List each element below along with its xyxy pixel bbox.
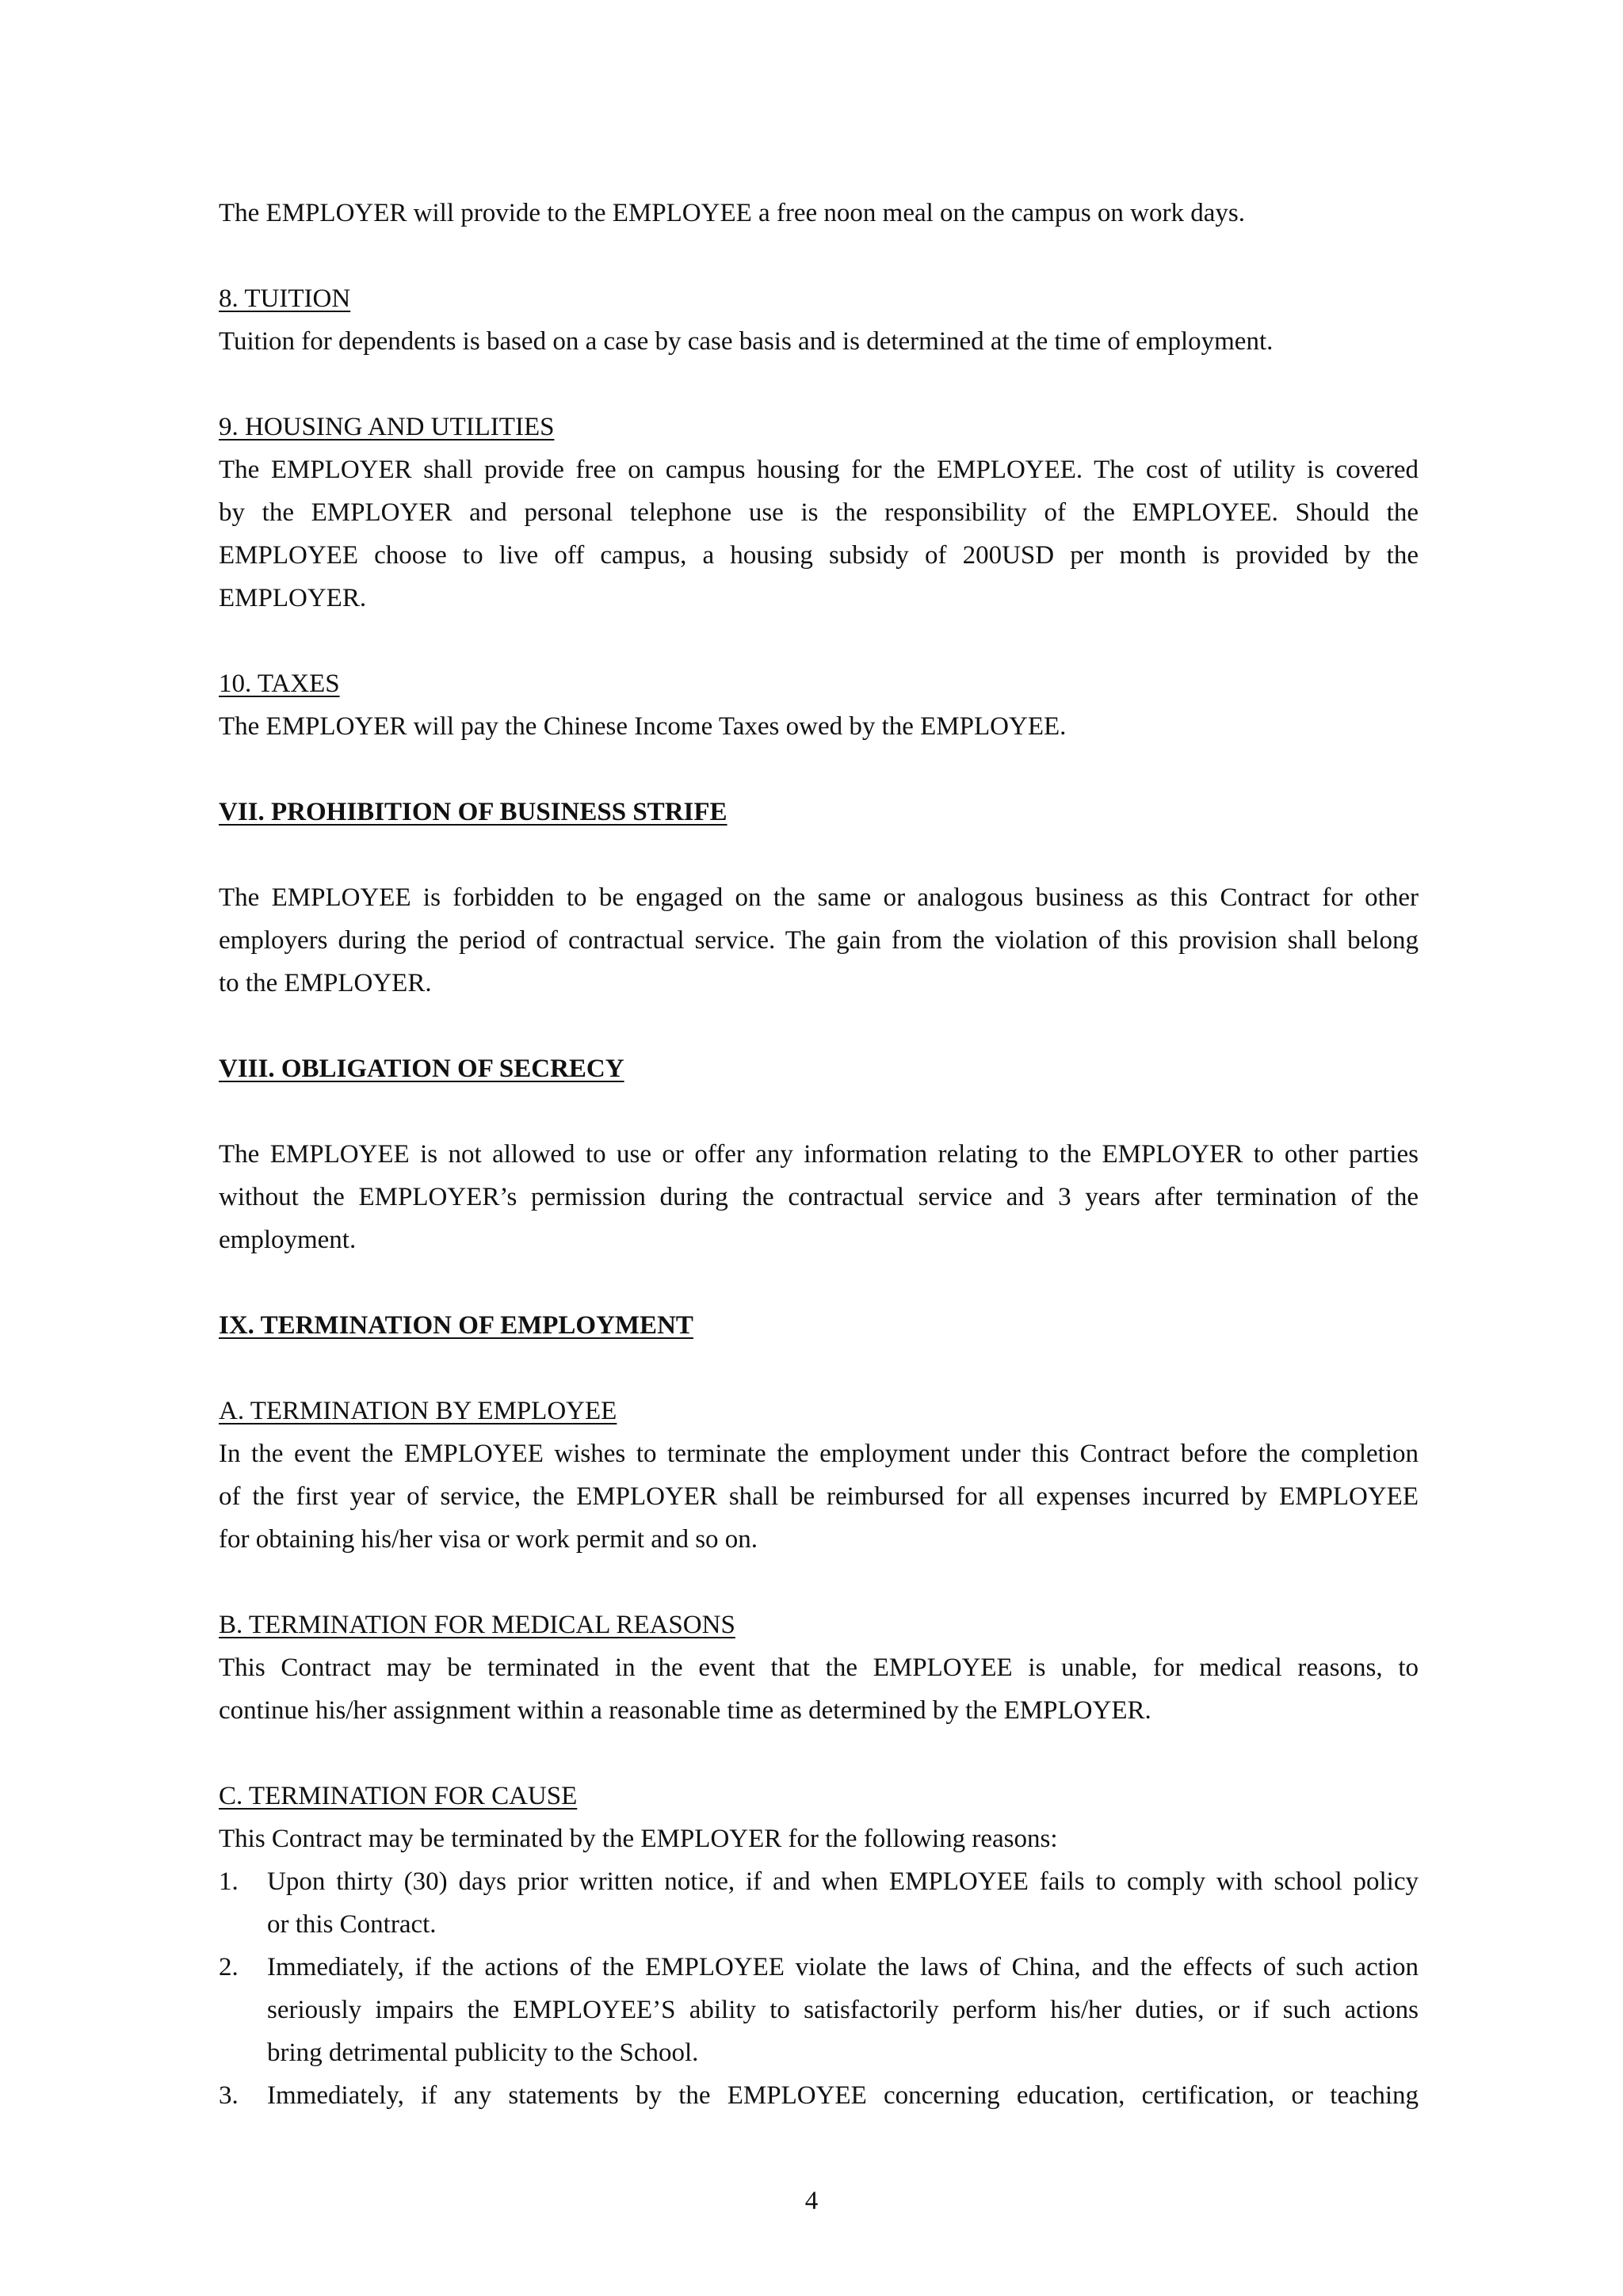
section-viii-text-line: The EMPLOYEE is not allowed to use or offer any information relating to the EMPLOYER to other parties [219,1140,1419,1169]
section-vii-text-line: The EMPLOYEE is forbidden to be engaged on the same or analogous business as this Contract for other [219,883,1419,912]
list-item-text-line: Immediately, if the actions of the EMPLOYEE violate the laws of China, and the effects of such action [267,1953,1419,1981]
taxes-heading: 10. TAXES [219,669,340,698]
section-vii-text-line: to the EMPLOYER. [219,969,432,997]
termination-by-employee-text-line: for obtaining his/her visa or work permit and so on. [219,1525,758,1554]
housing-heading: 9. HOUSING AND UTILITIES [219,413,555,441]
housing-text-line: by the EMPLOYER and personal telephone use is the responsibility of the EMPLOYEE. Should the [219,498,1419,527]
termination-medical-heading: B. TERMINATION FOR MEDICAL REASONS [219,1611,735,1639]
list-item-text-line: or this Contract. [267,1910,437,1939]
termination-medical-text-line: This Contract may be terminated in the event that the EMPLOYEE is unable, for medical reasons, to [219,1653,1419,1682]
list-item-text-line: seriously impairs the EMPLOYEE’S ability to satisfactorily perform his/her duties, or if such actions [267,1996,1419,2024]
housing-text-line: EMPLOYEE choose to live off campus, a housing subsidy of 200USD per month is provided by the [219,541,1419,570]
termination-cause-heading: C. TERMINATION FOR CAUSE [219,1782,578,1810]
termination-by-employee-text-line: In the event the EMPLOYEE wishes to terminate the employment under this Contract before the completion [219,1440,1419,1468]
section-viii-heading: VIII. OBLIGATION OF SECRECY [219,1055,624,1083]
tuition-text: Tuition for dependents is based on a case by case basis and is determined at the time of employment. [219,327,1274,356]
termination-medical-text-line: continue his/her assignment within a reasonable time as determined by the EMPLOYER. [219,1696,1151,1725]
section-vii-heading: VII. PROHIBITION OF BUSINESS STRIFE [219,798,727,826]
termination-by-employee-text-line: of the first year of service, the EMPLOYER shall be reimbursed for all expenses incurred by EMPLOYEE [219,1482,1419,1511]
list-item-number: 2. [219,1953,239,1981]
housing-text-line: The EMPLOYER shall provide free on campus housing for the EMPLOYEE. The cost of utility is covered [219,456,1419,484]
meal-provision-text: The EMPLOYER will provide to the EMPLOYEE a free noon meal on the campus on work days. [219,199,1245,227]
section-viii-text-line: employment. [219,1226,357,1254]
page-number: 4 [804,2187,819,2215]
section-viii-text-line: without the EMPLOYER’s permission during the contractual service and 3 years after termination of the [219,1183,1419,1211]
list-item-text-line: Immediately, if any statements by the EMPLOYEE concerning education, certification, or teaching [267,2081,1419,2110]
list-item-number: 3. [219,2081,239,2110]
termination-by-employee-heading: A. TERMINATION BY EMPLOYEE [219,1397,617,1425]
tuition-heading: 8. TUITION [219,284,351,313]
section-ix-heading: IX. TERMINATION OF EMPLOYMENT [219,1311,693,1340]
list-item-number: 1. [219,1867,239,1896]
termination-cause-intro: This Contract may be terminated by the EMPLOYER for the following reasons: [219,1825,1058,1853]
taxes-text: The EMPLOYER will pay the Chinese Income Taxes owed by the EMPLOYEE. [219,712,1067,741]
list-item-text-line: bring detrimental publicity to the School. [267,2039,699,2067]
section-vii-text-line: employers during the period of contractual service. The gain from the violation of this provision shall belong [219,926,1419,955]
housing-text-line: EMPLOYER. [219,584,367,612]
list-item-text-line: Upon thirty (30) days prior written notice, if and when EMPLOYEE fails to comply with school policy [267,1867,1419,1896]
